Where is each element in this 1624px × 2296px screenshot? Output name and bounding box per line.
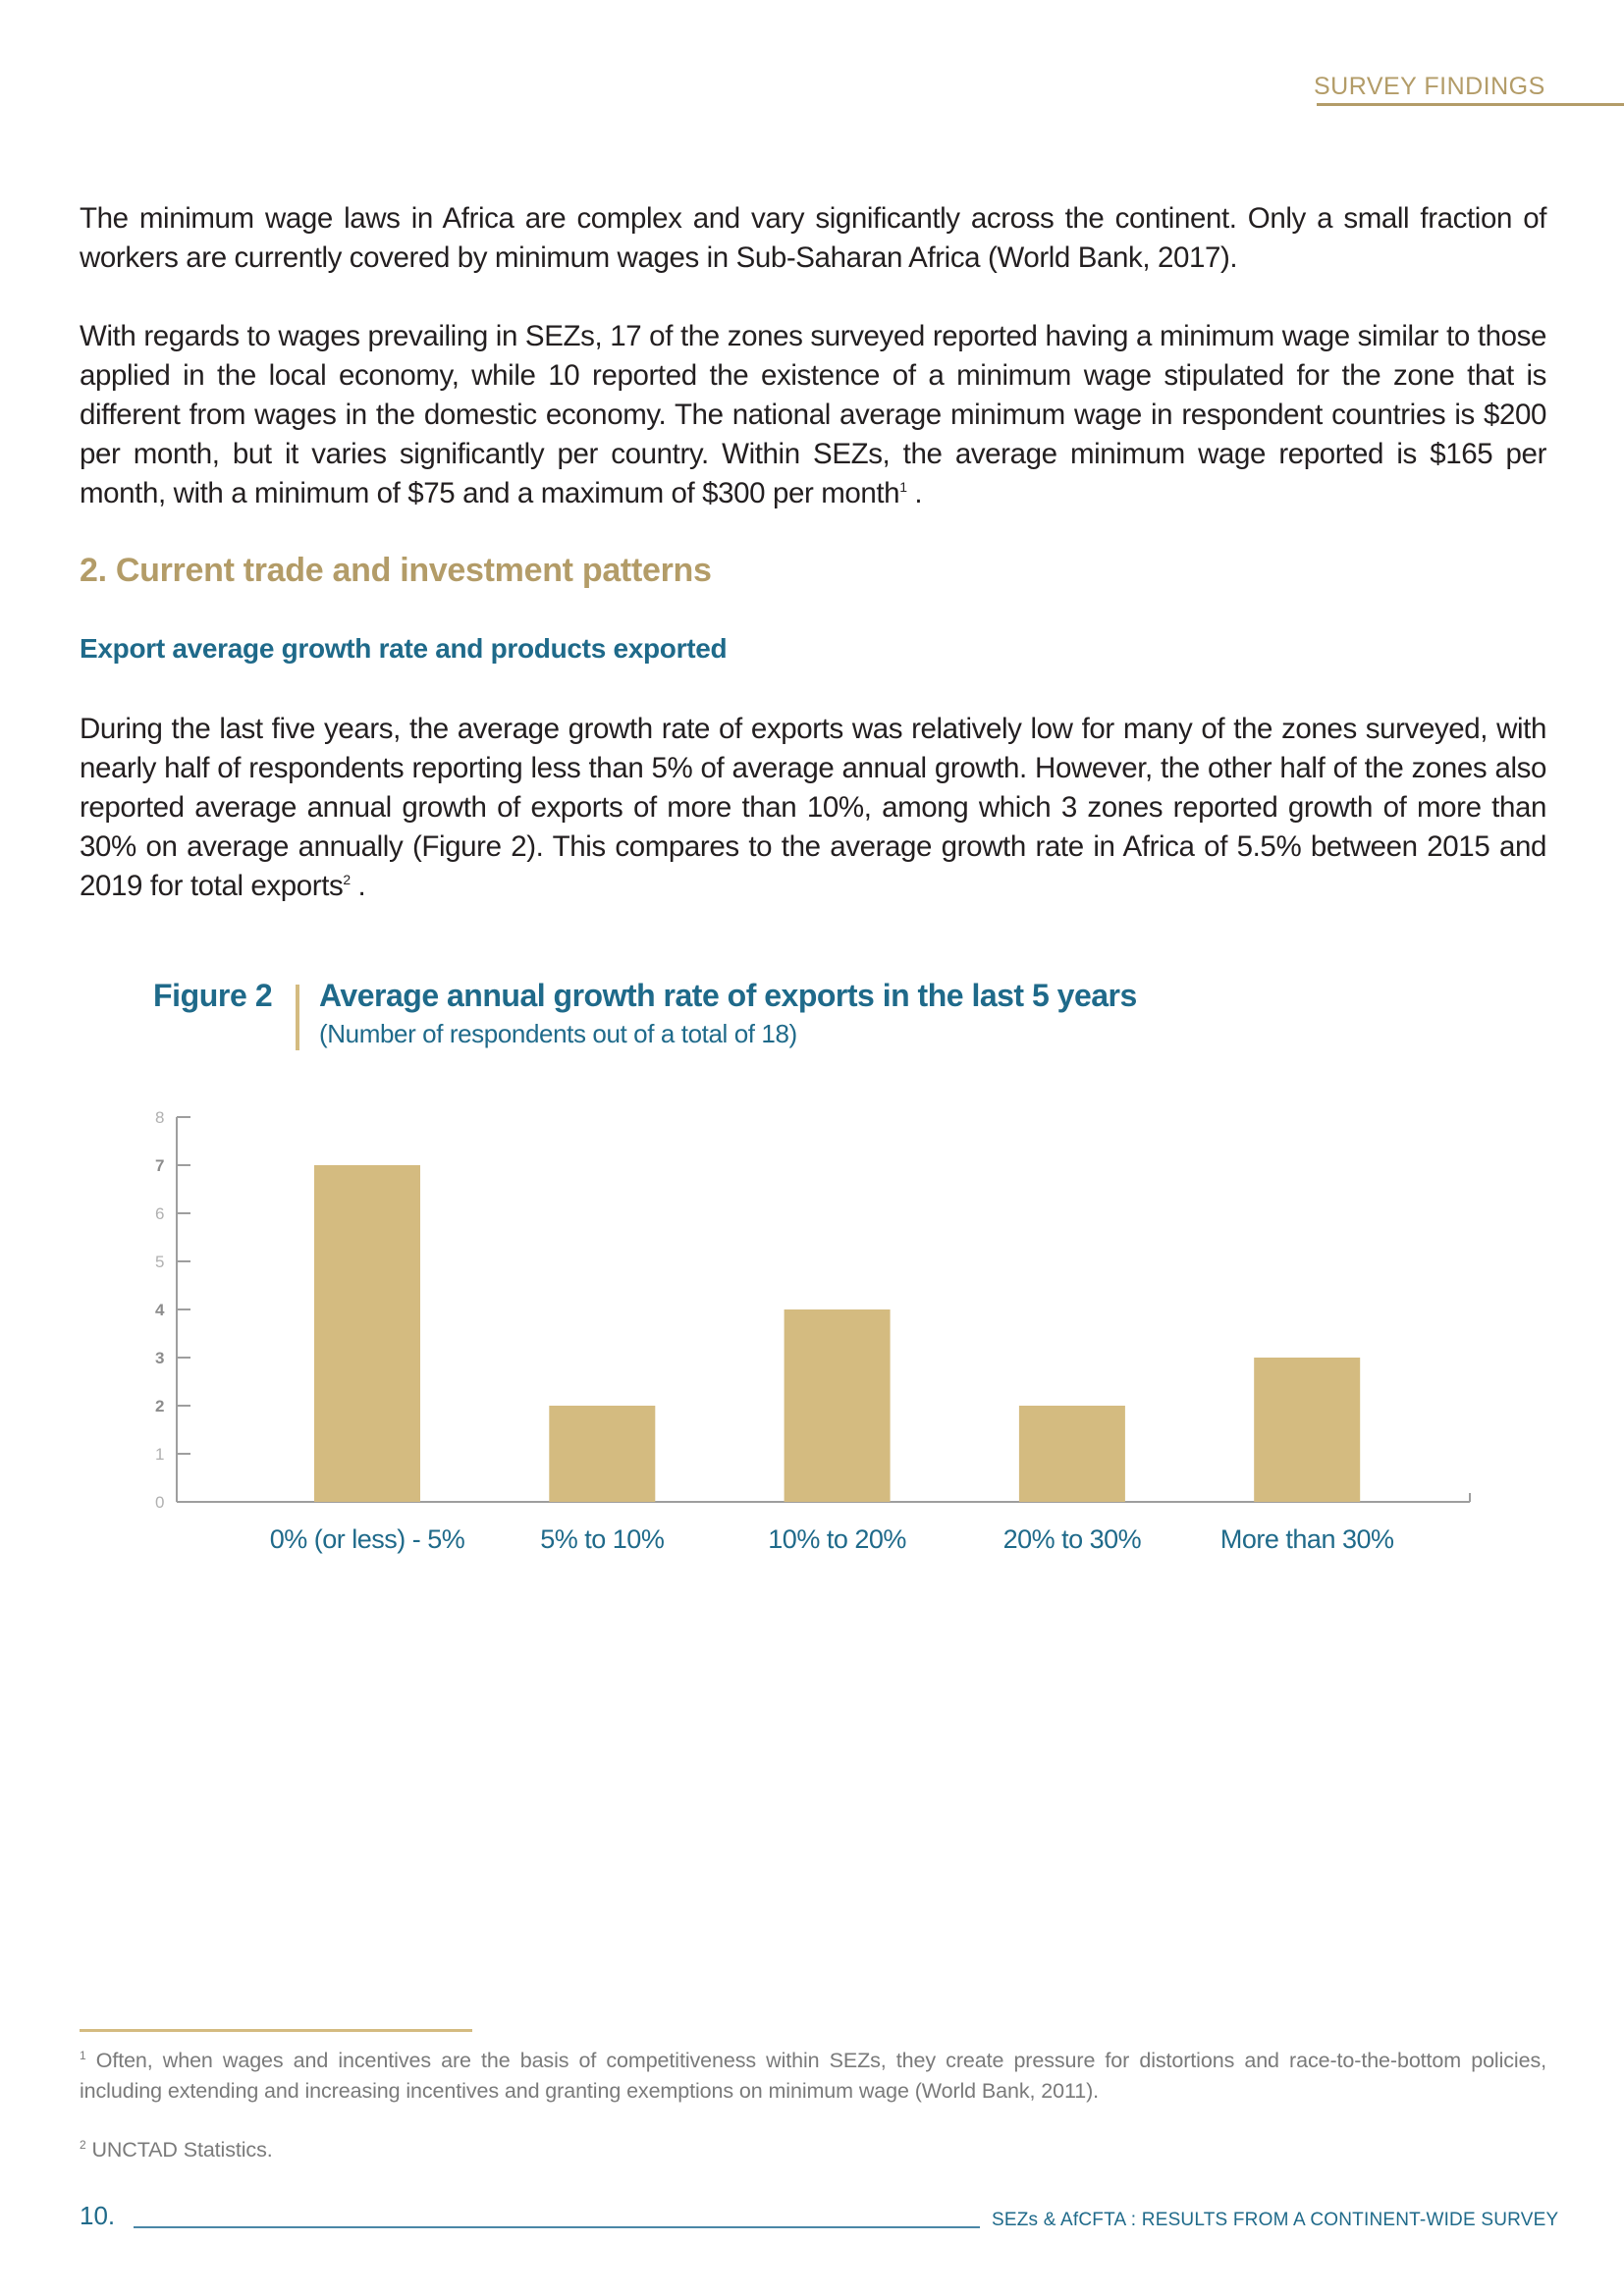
x-axis-labels [270,1524,1394,1554]
x-category-label: More than 30% [1219,1524,1394,1554]
bar [549,1406,655,1502]
section-heading: 2. Current trade and investment patterns [80,552,712,589]
footer-document-title: SEZs & AfCFTA : RESULTS FROM A CONTINENT-WIDE SURVEY [992,2210,1559,2230]
footer-rule [134,2226,980,2228]
paragraph-text: With regards to wages prevailing in SEZs, 17 of the zones surveyed reported having a minimum wage similar to those applied in the local economy, while 10 reported the existence of a minimum wage stipulated for the zone that is different from wages in the domestic economy. The national average minimum wage in respondent countries is $200 per month, but it varies significantly per country. Within SEZs, the average minimum wage reported is $165 per month, with a minimum of $75 and a maximum of $300 per month [80,320,1546,509]
y-tick-label: 7 [155,1156,165,1175]
footnote-1 [80,2046,1546,2107]
paragraph-end: . [906,477,923,509]
x-category-label: 0% (or less) - 5% [269,1524,465,1554]
paragraph-text: During the last five years, the average growth rate of exports was relatively low for many of the zones surveyed, with nearly half of respondents reporting less than 5% of average annual growth. However, the other half of the zones also reported average annual growth of exports of more than 10%, among which 3 zones reported growth of more than 30% on average annually (Figure 2). This compares to the average growth rate in Africa of 5.5% between 2015 and 2019 for total exports [80,713,1546,902]
y-tick-label: 8 [155,1108,165,1127]
figure-subtitle: (Number of respondents out of a total of 18) [319,1019,797,1048]
subsection-heading: Export average growth rate and products exported [80,633,728,664]
section-label: SURVEY FINDINGS [1314,73,1545,100]
footnote-ref-2[interactable]: 2 [343,872,351,888]
footnote-text: UNCTAD Statistics. [85,2138,273,2162]
footnote-2 [80,2135,1546,2165]
bars [314,1165,1360,1502]
y-tick-label: 0 [155,1493,165,1512]
figure-title: Average annual growth rate of exports in the last 5 years [319,978,1137,1013]
footnote-rule [80,2029,472,2032]
figure-label: Figure 2 [153,978,273,1013]
y-tick-label: 6 [155,1204,165,1223]
paragraph-text: The minimum wage laws in Africa are complex and vary significantly across the continent. Only a small fraction of workers are currently covered by minimum wages in Sub-Saharan Africa (World Bank, 2017). [80,202,1546,274]
y-tick-label: 4 [155,1301,165,1319]
x-category-label: 5% to 10% [540,1524,665,1554]
x-category-label: 20% to 30% [1002,1524,1142,1554]
footnote-marker: 2 [80,2137,86,2152]
footnote-ref-1[interactable]: 1 [899,479,907,496]
footnote-marker: 1 [80,2048,86,2062]
y-tick-label: 1 [155,1445,165,1464]
y-tick-label: 5 [155,1253,165,1271]
bar [1254,1358,1360,1502]
bar [314,1165,420,1502]
y-tick-label: 3 [155,1349,165,1367]
bar [1019,1406,1125,1502]
page-number: 10. [80,2201,116,2230]
footnote-text: Often, when wages and incentives are the basis of competitiveness within SEZs, they create pressure for distortions and race-to-the-bottom policies, including extending and increasing incentives and granting exemptions on minimum wage (World Bank, 2011). [80,2049,1546,2103]
y-tick-label: 2 [155,1397,165,1415]
bar [785,1309,891,1502]
paragraph-end: . [350,870,366,902]
x-category-label: 10% to 20% [768,1524,906,1554]
